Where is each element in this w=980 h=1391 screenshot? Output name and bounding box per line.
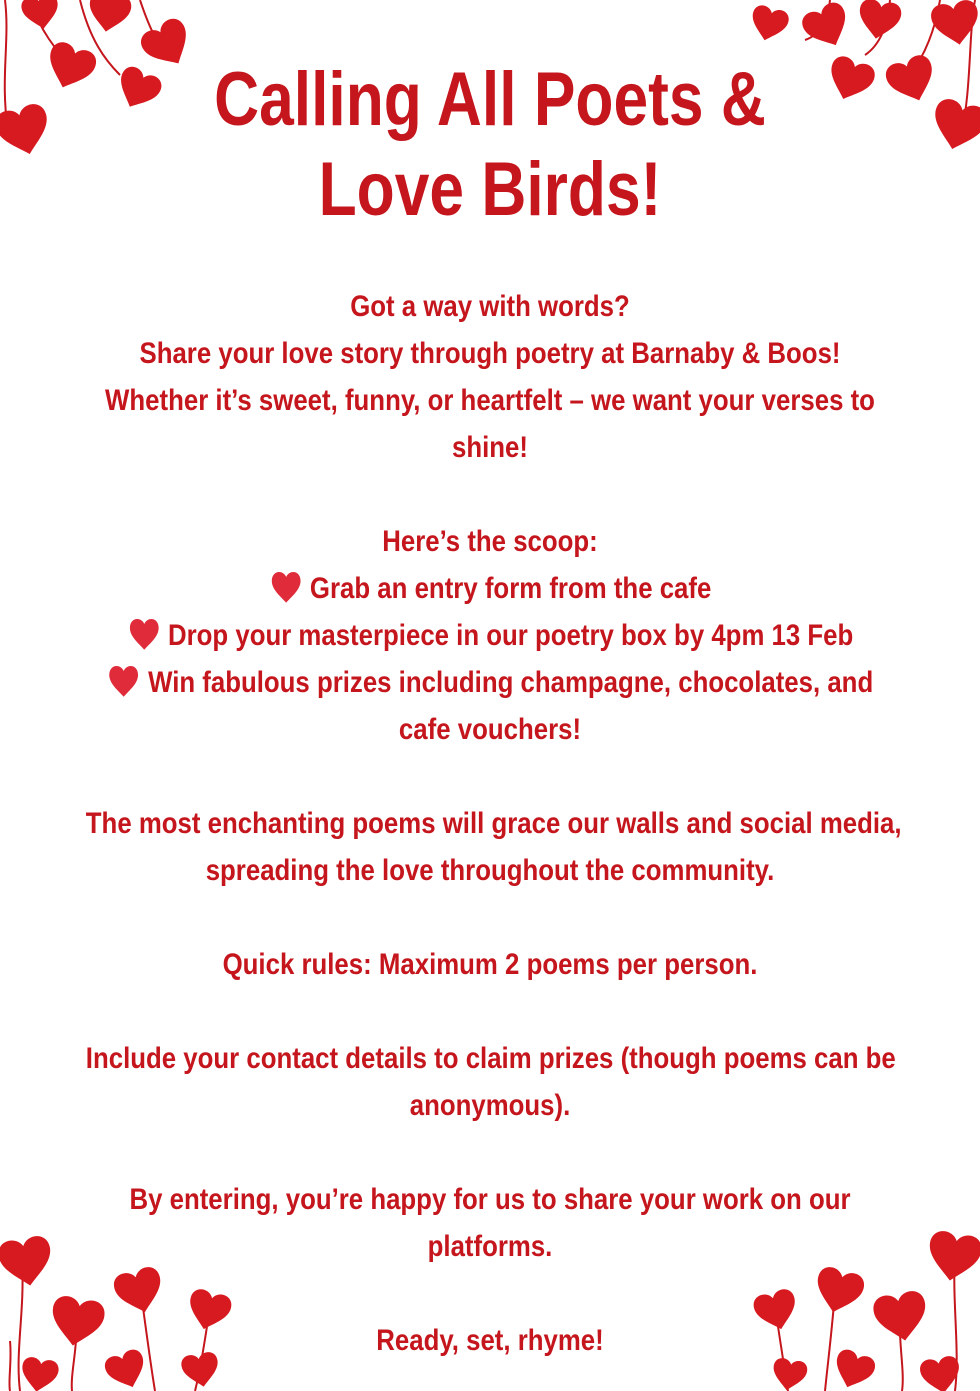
closing-line: Ready, set, rhyme!	[376, 1324, 604, 1357]
consent-line-1: By entering, you’re happy for us to share your work on our	[129, 1183, 851, 1216]
consent-paragraph	[20, 1176, 960, 1270]
intro-line-4: shine!	[451, 431, 528, 464]
title-line-2: Love Birds!	[318, 147, 662, 232]
heart-icon	[107, 662, 141, 698]
rules-line-1: Quick rules: Maximum 2 poems per person.	[222, 948, 758, 981]
scoop-section	[20, 518, 960, 753]
intro-line-2: Share your love story through poetry at Barnaby & Boos!	[139, 337, 841, 370]
intro-line-1: Got a way with words?	[350, 290, 630, 323]
page-title	[88, 55, 892, 235]
scoop-item-3-text: Win fabulous prizes including champagne, chocolates, and	[148, 666, 874, 699]
scoop-item-1	[86, 565, 894, 612]
closing-paragraph	[20, 1317, 960, 1364]
scoop-item-2-text: Drop your masterpiece in our poetry box by 4pm 13 Feb	[167, 619, 854, 652]
contact-line-1: Include your contact details to claim prizes (though poems can be	[85, 1042, 896, 1075]
contact-paragraph	[20, 1035, 960, 1129]
showcase-line-1: The most enchanting poems will grace our walls and social media,	[85, 807, 902, 840]
heart-icon	[269, 568, 303, 604]
intro-line-3: Whether it’s sweet, funny, or heartfelt – we want your verses to	[105, 384, 875, 417]
contact-line-2: anonymous).	[409, 1089, 571, 1122]
scoop-item-3-cont: cafe vouchers!	[398, 713, 582, 746]
scoop-heading: Here’s the scoop:	[382, 525, 598, 558]
scoop-item-3	[86, 659, 894, 706]
consent-line-2: platforms.	[427, 1230, 553, 1263]
showcase-paragraph	[20, 800, 960, 894]
intro-paragraph	[20, 283, 960, 471]
title-line-1: Calling All Poets &	[214, 57, 766, 142]
scoop-item-2	[86, 612, 894, 659]
rules-paragraph	[20, 941, 960, 988]
heart-icon	[127, 615, 161, 651]
flyer-body	[20, 283, 960, 1364]
showcase-line-2: spreading the love throughout the community.	[205, 854, 775, 887]
scoop-item-1-text: Grab an entry form from the cafe	[309, 572, 712, 605]
